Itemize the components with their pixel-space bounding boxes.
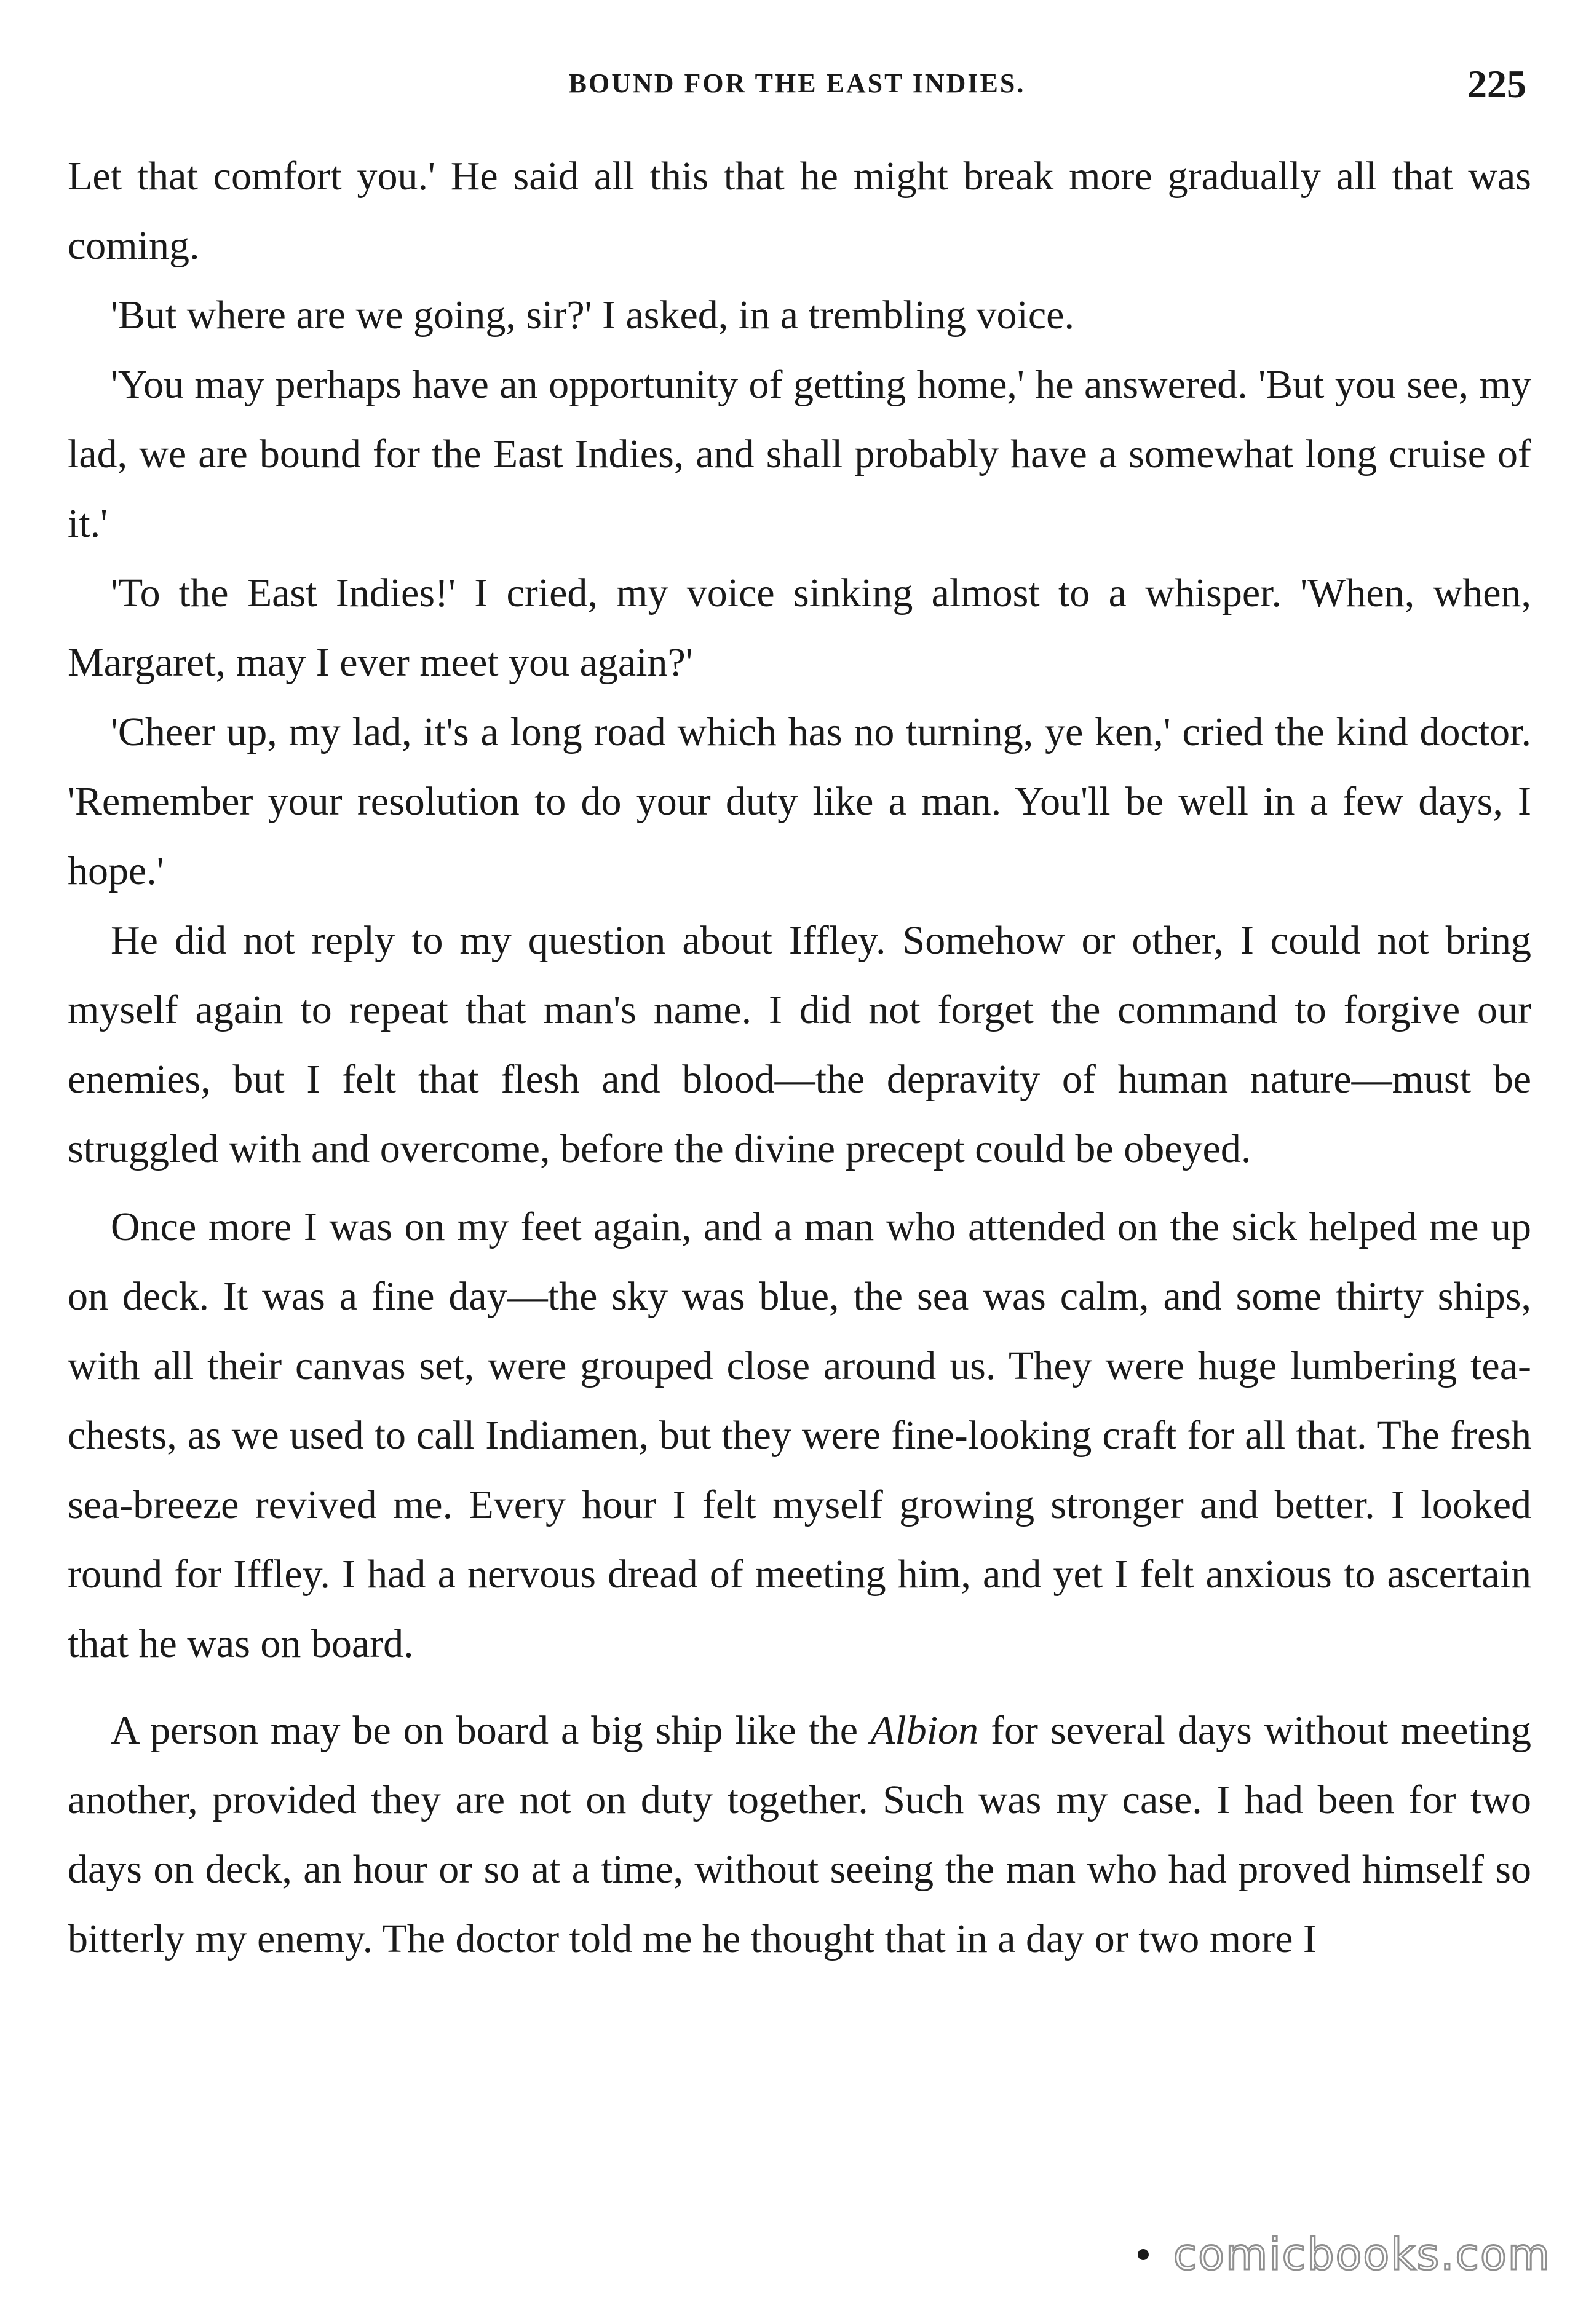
paragraph-text: A person may be on board a big ship like the: [111, 1708, 871, 1753]
paragraph-text: for several days without meeting another, provided they are not on duty together. Such was my case. I had been for two days on deck, an hour or so at a time, without seeing the man who had proved himself so bitterly my enemy. The doctor told me he thought that in a day or two more I: [68, 1708, 1531, 1961]
watermark-text: comicbooks.com: [1173, 2229, 1551, 2280]
body-text: [68, 141, 1531, 1974]
page-number: 225: [1467, 62, 1526, 106]
paragraph: 'You may perhaps have an opportunity of getting home,' he answered. 'But you see, my lad, we are bound for the East Indies, and shall probably have a somewhat long cruise of it.': [68, 362, 1531, 546]
paragraph-continuation: Let that comfort you.' He said all this that he might break more gradually all that was coming.: [68, 154, 1531, 268]
paragraph: He did not reply to my question about Iffley. Somehow or other, I could not bring myself again to repeat that man's name. I did not forget the command to forgive our enemies, but I felt that flesh and blood—the depravity of human nature—must be struggled with and overcome, before the divine precept could be obeyed.: [68, 918, 1531, 1171]
bullet-dot-icon: [1138, 2249, 1149, 2260]
paragraph: 'Cheer up, my lad, it's a long road which has no turning, ye ken,' cried the kind doctor. 'Remember your resolution to do your duty like a man. You'll be well in a few days, I hope.': [68, 709, 1531, 893]
running-title: BOUND FOR THE EAST INDIES.: [568, 68, 1026, 98]
paragraph: 'To the East Indies!' I cried, my voice sinking almost to a whisper. 'When, when, Margaret, may I ever meet you again?': [68, 571, 1531, 685]
running-header: [68, 62, 1526, 111]
ship-name: Albion: [870, 1708, 979, 1753]
watermark: [1138, 2229, 1551, 2280]
paragraph: 'But where are we going, sir?' I asked, in a trembling voice.: [111, 293, 1074, 338]
paragraph: [68, 1696, 1531, 1974]
paragraph: Once more I was on my feet again, and a man who attended on the sick helped me up on deck. It was a fine day—the sky was blue, the sea was calm, and some thirty ships, with all their canvas set, were grouped close around us. They were huge lumbering tea-chests, as we used to call Indiamen, but they were fine-looking craft for all that. The fresh sea-breeze revived me. Every hour I felt myself growing stronger and better. I looked round for Iffley. I had a nervous dread of meeting him, and yet I felt anxious to ascertain that he was on board.: [68, 1204, 1531, 1666]
